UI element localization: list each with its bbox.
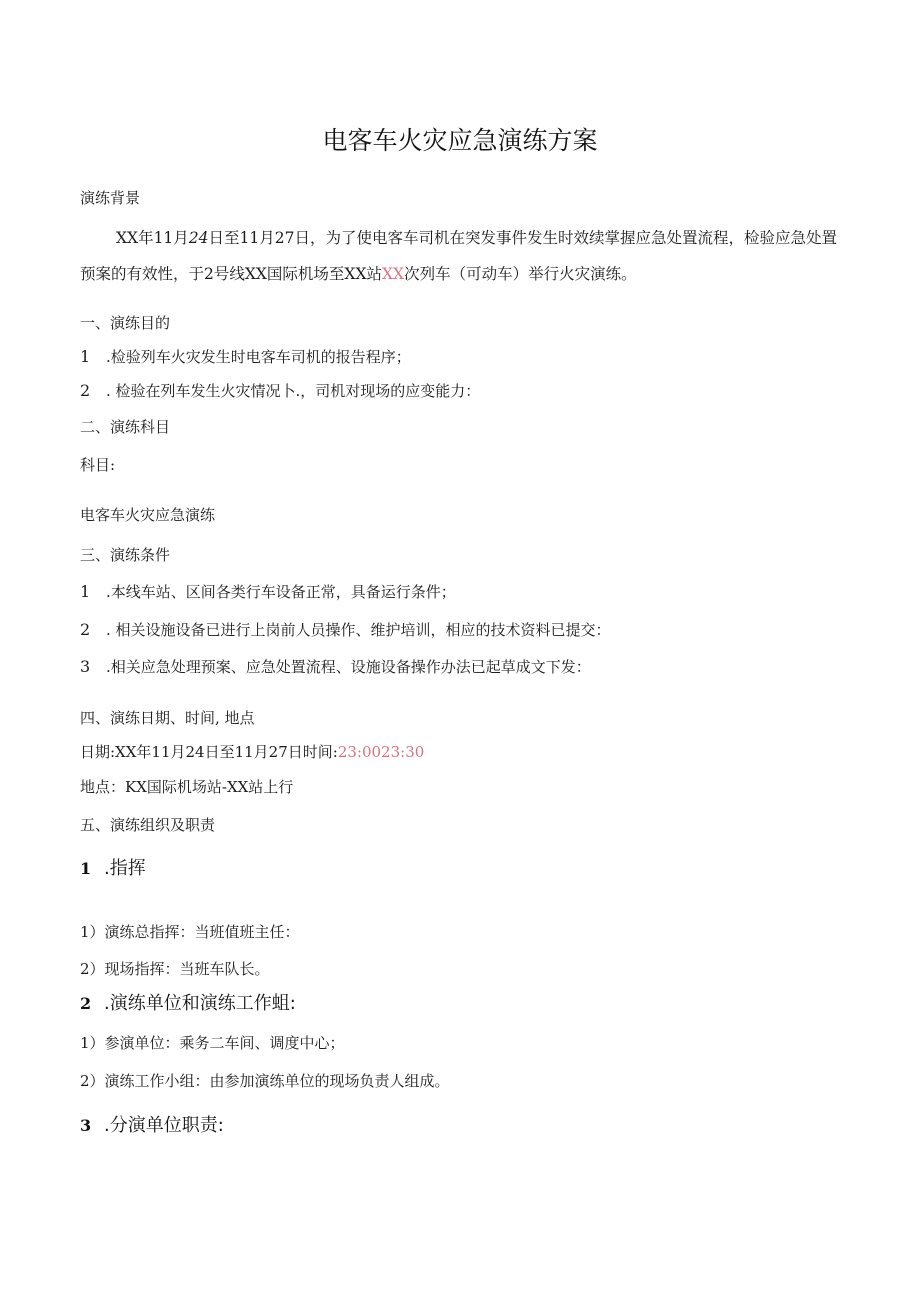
section3-item-3 (80, 657, 591, 677)
item-number: 2 (80, 620, 91, 639)
date-time-line (80, 742, 424, 762)
section3-item-2 (80, 620, 611, 640)
section4-heading: 四、演练日期、时间, 地点 (80, 709, 255, 727)
item-text: .相关应急处理预案、应急处置流程、设施设备操作办法已起草成文下发： (106, 658, 591, 676)
date-text: 日期:XX年11月24日至11月27日时间: (80, 743, 338, 761)
section1-heading: 一、演练目的 (80, 314, 171, 332)
background-text-2: 日至11月27日，为了使电客车司机在突发事件发生时效续掌握应急处置流程，检验应急处置预案的有效性，于2号线XX国际机场至XX站 (80, 229, 837, 283)
time-highlight: 23:0023:30 (337, 743, 425, 761)
subject-label: 科目: (80, 456, 116, 474)
subheading-duties (80, 1114, 224, 1138)
subheading-number: 1 (80, 859, 92, 878)
location-line: 地点：KX国际机场站-XX站上行 (80, 778, 294, 796)
subheading-number: 2 (80, 994, 92, 1013)
subheading-units (80, 992, 296, 1016)
subheading-number: 3 (80, 1116, 92, 1135)
item-text: . 相关设施设备已进行上岗前人员操作、维护培训，相应的技术资料已提交： (106, 621, 611, 639)
background-heading: 演练背景 (80, 189, 141, 207)
subheading-text: .分演单位职责: (104, 1115, 224, 1136)
background-date-italic: 24 (188, 229, 209, 247)
item-number: 1 (80, 347, 91, 366)
subheading-text: .指挥 (104, 858, 146, 879)
units-item-2: 2）演练工作小组：由参加演练单位的现场负责人组成。 (80, 1072, 450, 1090)
section2-heading: 二、演练科目 (80, 418, 171, 436)
section3-item-1 (80, 582, 456, 602)
item-number: 1 (80, 582, 91, 601)
item-text: .检验列车火灾发生时电客车司机的报告程序； (106, 348, 411, 366)
subheading-command (80, 857, 146, 881)
background-paragraph (80, 220, 840, 292)
command-item-1: 1）演练总指挥：当班值班主任： (80, 923, 300, 941)
subject-text: 电客车火灾应急演练 (80, 506, 216, 524)
item-text: .本线车站、区间各类行车设备正常，具备运行条件； (106, 583, 456, 601)
background-text-3: 次列车（可动车）举行火灾演练。 (404, 265, 637, 283)
section3-heading: 三、演练条件 (80, 546, 171, 564)
subheading-text: .演练单位和演练工作蛆: (104, 993, 296, 1014)
item-text: . 检验在列车发生火灾情况卜.，司机对现场的应变能力： (106, 382, 481, 400)
section5-heading: 五、演练组织及职责 (80, 816, 216, 834)
section1-item-2 (80, 381, 480, 401)
train-number-highlight: XX (382, 265, 405, 283)
command-item-2: 2）现场指挥：当班车队长。 (80, 960, 270, 978)
units-item-1: 1）参演单位：乘务二车间、调度中心； (80, 1034, 345, 1052)
background-text-1: XX年11月 (116, 229, 189, 247)
document-title: 电客车火灾应急演练方案 (322, 126, 598, 155)
section1-item-1 (80, 347, 411, 367)
item-number: 3 (80, 657, 91, 676)
item-number: 2 (80, 381, 91, 400)
